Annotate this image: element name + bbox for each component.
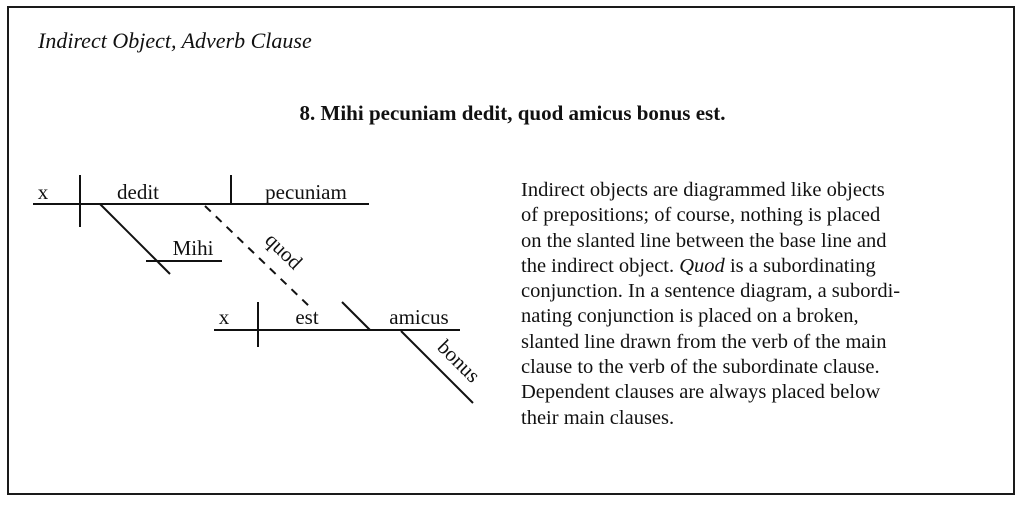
explanation-line: Indirect objects are diagrammed like objects	[521, 179, 885, 201]
indirect-object-slant	[100, 204, 158, 262]
sub-predicate-text: amicus	[389, 305, 449, 329]
explanation-line: nating conjunction is placed on a broken,	[521, 305, 859, 328]
sub-subject-text: x	[218, 305, 230, 329]
explanation-line: clause to the verb of the subordinate clause.	[521, 356, 880, 379]
explanation-text: the indirect object.	[521, 254, 675, 277]
main-subject-text: x	[37, 180, 49, 204]
explanation-text: is a subordinating	[729, 254, 876, 277]
indirect-object-text: Mihi	[172, 236, 214, 260]
explanation-line	[521, 254, 971, 279]
sub-verb-text: est	[295, 305, 319, 329]
explanation-paragraph	[521, 178, 971, 431]
explanation-line: their main clauses.	[521, 406, 675, 429]
main-verb-text: dedit	[117, 180, 159, 204]
main-object-text: pecuniam	[265, 180, 347, 204]
emphasized-word: Quod	[679, 254, 725, 277]
modifier-text: bonus	[432, 334, 486, 388]
conjunction-text: quod	[260, 227, 308, 275]
explanation-line: of prepositions; of course, nothing is placed	[521, 204, 881, 227]
explanation-line: Dependent clauses are always placed below	[521, 381, 881, 404]
sub-predicate-divider	[342, 302, 370, 330]
section-heading: Indirect Object, Adverb Clause	[38, 28, 312, 53]
explanation-line: slanted line drawn from the verb of the main	[521, 330, 887, 353]
explanation-line: on the slanted line between the base line and	[521, 229, 887, 252]
explanation-line: conjunction. In a sentence diagram, a subordi-	[521, 280, 901, 303]
indirect-object-slant-tail	[158, 262, 170, 274]
sentence-title: 8. Mihi pecuniam dedit, quod amicus bonus est.	[299, 101, 726, 125]
